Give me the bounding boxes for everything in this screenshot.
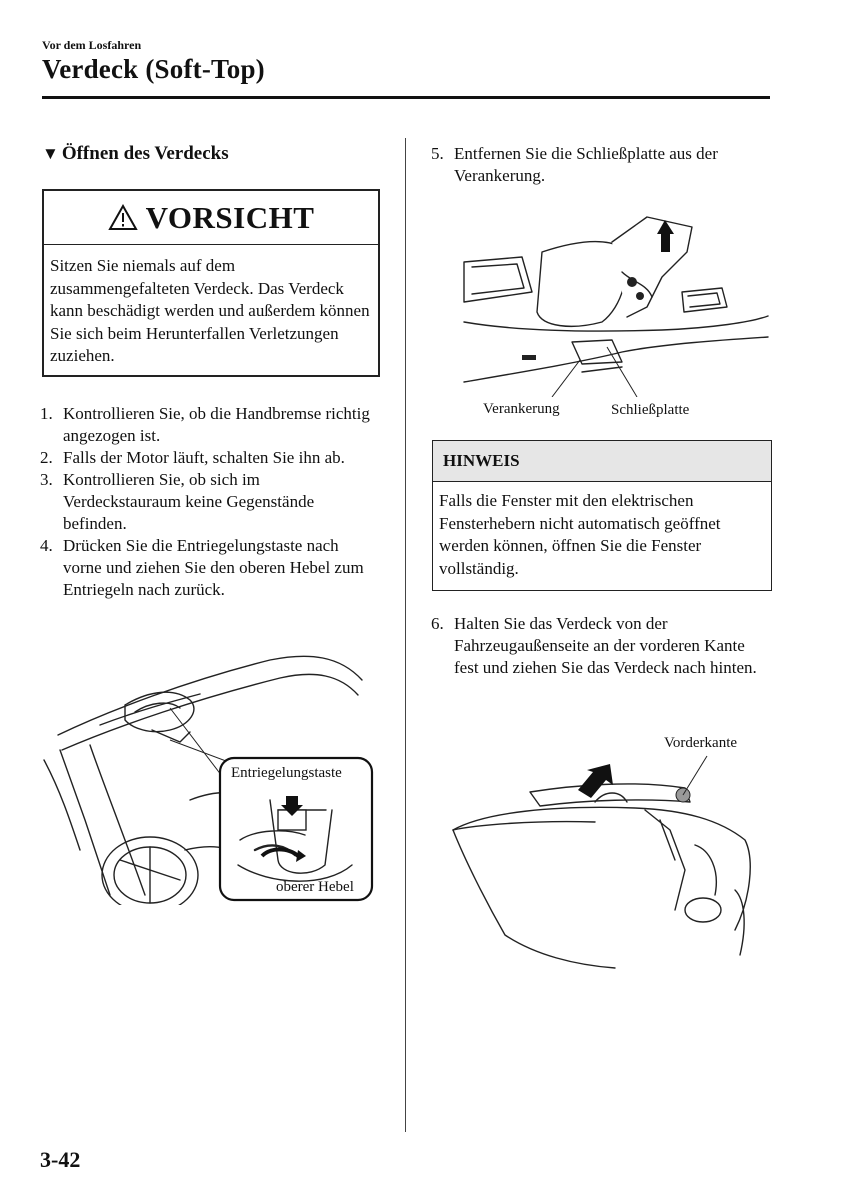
page-title: Verdeck (Soft-Top) [42, 54, 265, 84]
list-item [431, 143, 771, 187]
step-number: 1. [40, 404, 53, 423]
column-divider [405, 138, 406, 1132]
page-number: 3-42 [40, 1147, 81, 1172]
step-text: Kontrollieren Sie, ob sich im Verdeckstauraum keine Gegenstände befinden. [63, 470, 315, 533]
list-item [40, 469, 375, 535]
title-rule [42, 96, 770, 99]
figure-latch-plate [462, 212, 772, 397]
step-number: 4. [40, 536, 53, 555]
list-item [40, 403, 375, 447]
steps-list-right-bottom [431, 613, 771, 679]
list-item [40, 447, 375, 469]
step-text: Kontrollieren Sie, ob die Handbremse richtig angezogen ist. [63, 404, 370, 445]
steps-list-right-top [431, 143, 771, 187]
caution-header [44, 191, 378, 245]
step-text: Entfernen Sie die Schließplatte aus der Verankerung. [454, 144, 718, 185]
section-heading-text: Öffnen des Verdecks [61, 143, 229, 164]
note-box [432, 440, 772, 591]
caution-title: VORSICHT [145, 199, 315, 235]
section-heading [42, 143, 229, 165]
label-release-button: Entriegelungstaste [231, 765, 342, 781]
warning-icon [108, 204, 138, 231]
note-text: Falls die Fenster mit den elektrischen Fensterhebern nicht automatisch geöffnet werden können, öffnen Sie die Fenster vollständig. [439, 491, 721, 578]
step-number: 6. [431, 614, 444, 633]
list-item [431, 613, 771, 679]
step-number: 2. [40, 448, 53, 467]
step-number: 5. [431, 144, 444, 163]
label-front-edge: Vorderkante [664, 735, 738, 751]
step-text: Falls der Motor läuft, schalten Sie ihn ab. [63, 448, 345, 467]
step-text: Drücken Sie die Entriegelungstaste nach vorne und ziehen Sie den oberen Hebel zum Entriegeln nach zurück. [63, 536, 364, 599]
caution-text: Sitzen Sie niemals auf dem zusammengefalteten Verdeck. Das Verdeck kann beschädigt werden und außerdem können Sie sich beim Herunterfallen Verletzungen zuziehen. [50, 256, 370, 365]
list-item [40, 535, 375, 601]
figure-pull-roof [445, 750, 760, 975]
steps-list-left [40, 403, 375, 601]
triangle-bullet-icon: ▼ [42, 144, 59, 163]
label-anchor: Verankerung [483, 401, 560, 417]
label-upper-lever: oberer Hebel [276, 879, 354, 895]
caution-box [42, 189, 380, 377]
step-number: 3. [40, 470, 53, 489]
label-latch-plate: Schließplatte [611, 402, 690, 418]
breadcrumb: Vor dem Losfahren [42, 38, 142, 52]
step-text: Halten Sie das Verdeck von der Fahrzeugaußenseite an der vorderen Kante fest und ziehen Sie das Verdeck nach hinten. [454, 614, 757, 677]
note-title: HINWEIS [433, 441, 771, 482]
